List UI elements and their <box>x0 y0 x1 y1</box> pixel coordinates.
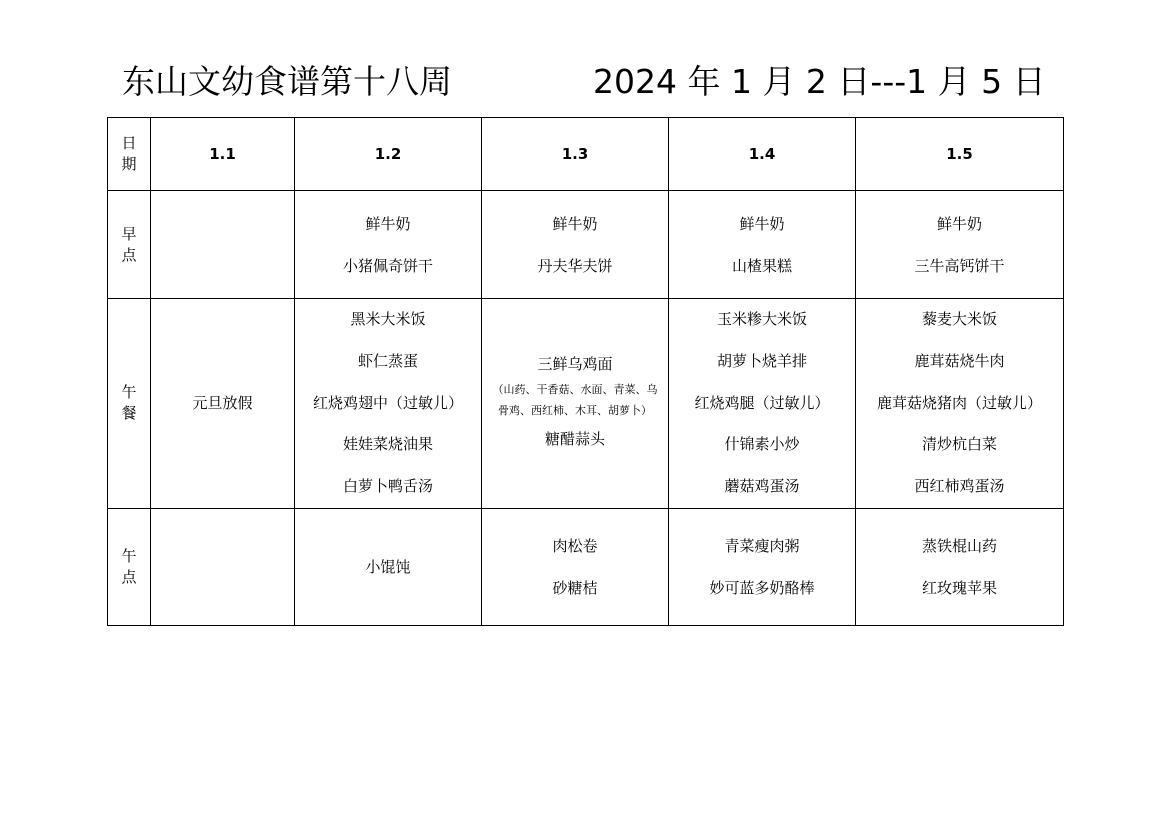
snack-row <box>108 508 1064 625</box>
lunch-cell-3 <box>482 299 669 509</box>
breakfast-row <box>108 191 1064 299</box>
breakfast-cell-1 <box>151 191 295 299</box>
menu-item: 蘑菇鸡蛋汤 <box>724 477 800 496</box>
row-label-snack: 午 点 <box>108 508 151 625</box>
menu-item: 砂糖桔 <box>552 578 598 597</box>
lunch-cell-1 <box>151 299 295 509</box>
breakfast-cell-4 <box>669 191 856 299</box>
menu-item: 红烧鸡翅中（过敏儿） <box>312 393 463 412</box>
ingredient-note: （山药、干香菇、水面、青菜、乌骨鸡、西红柿、木耳、胡萝卜） <box>492 383 658 418</box>
menu-item: 妙可蓝多奶酪棒 <box>709 578 815 597</box>
menu-item: 胡萝卜烧羊排 <box>716 351 807 370</box>
menu-item: 小馄饨 <box>365 557 411 576</box>
menu-item: 白萝卜鸭舌汤 <box>342 477 433 496</box>
row-label-date: 日 期 <box>108 118 151 191</box>
date-row <box>108 118 1064 191</box>
menu-item: 虾仁蒸蛋 <box>357 351 418 370</box>
breakfast-cell-3 <box>482 191 669 299</box>
menu-item: 藜麦大米饭 <box>921 310 997 328</box>
menu-item: 糖醋蒜头 <box>544 430 605 449</box>
snack-cell-3 <box>482 508 669 625</box>
menu-item: 鹿茸菇烧牛肉 <box>914 351 1005 370</box>
row-label-lunch: 午 餐 <box>108 299 151 509</box>
menu-item: 鲜牛奶 <box>365 214 411 233</box>
menu-item: 山楂果糕 <box>731 256 792 275</box>
menu-item: 玉米糁大米饭 <box>716 310 807 328</box>
menu-item: 鲜牛奶 <box>739 214 785 233</box>
date-cell-2: 1.2 <box>295 118 482 191</box>
snack-cell-4 <box>669 508 856 625</box>
menu-item: 丹夫华夫饼 <box>537 256 613 275</box>
menu-item: 黑米大米饭 <box>350 310 426 328</box>
menu-item: 鲜牛奶 <box>552 214 598 233</box>
lunch-row <box>108 299 1064 509</box>
menu-table <box>107 117 1064 626</box>
menu-item: 鲜牛奶 <box>936 214 982 233</box>
menu-item: 小猪佩奇饼干 <box>342 256 433 275</box>
snack-cell-2 <box>295 508 482 625</box>
page-title: 东山文幼食谱第十八周 <box>122 62 452 101</box>
snack-cell-1 <box>151 508 295 625</box>
menu-item: 三鲜乌鸡面 <box>537 355 613 374</box>
menu-item: 三牛高钙饼干 <box>914 256 1005 275</box>
date-cell-3: 1.3 <box>482 118 669 191</box>
date-cell-4: 1.4 <box>669 118 856 191</box>
date-cell-5: 1.5 <box>856 118 1064 191</box>
breakfast-cell-2 <box>295 191 482 299</box>
menu-item: 蒸铁棍山药 <box>921 536 997 555</box>
lunch-cell-2 <box>295 299 482 509</box>
row-label-breakfast: 早 点 <box>108 191 151 299</box>
menu-item: 红玫瑰苹果 <box>921 578 997 597</box>
menu-item: 西红柿鸡蛋汤 <box>914 477 1005 496</box>
menu-item: 娃娃菜烧油果 <box>342 435 433 454</box>
holiday-label: 元旦放假 <box>192 393 253 412</box>
snack-cell-5 <box>856 508 1064 625</box>
menu-item: 肉松卷 <box>552 536 598 555</box>
menu-item: 青菜瘦肉粥 <box>724 536 800 555</box>
breakfast-cell-5 <box>856 191 1064 299</box>
menu-item: 清炒杭白菜 <box>921 435 997 454</box>
lunch-cell-4 <box>669 299 856 509</box>
date-range: 2024 年 1 月 2 日---1 月 5 日 <box>593 62 1046 101</box>
lunch-cell-5 <box>856 299 1064 509</box>
menu-item: 红烧鸡腿（过敏儿） <box>694 393 830 412</box>
menu-item: 什锦素小炒 <box>724 435 800 454</box>
date-cell-1: 1.1 <box>151 118 295 191</box>
menu-item: 鹿茸菇烧猪肉（过敏儿） <box>876 393 1042 412</box>
